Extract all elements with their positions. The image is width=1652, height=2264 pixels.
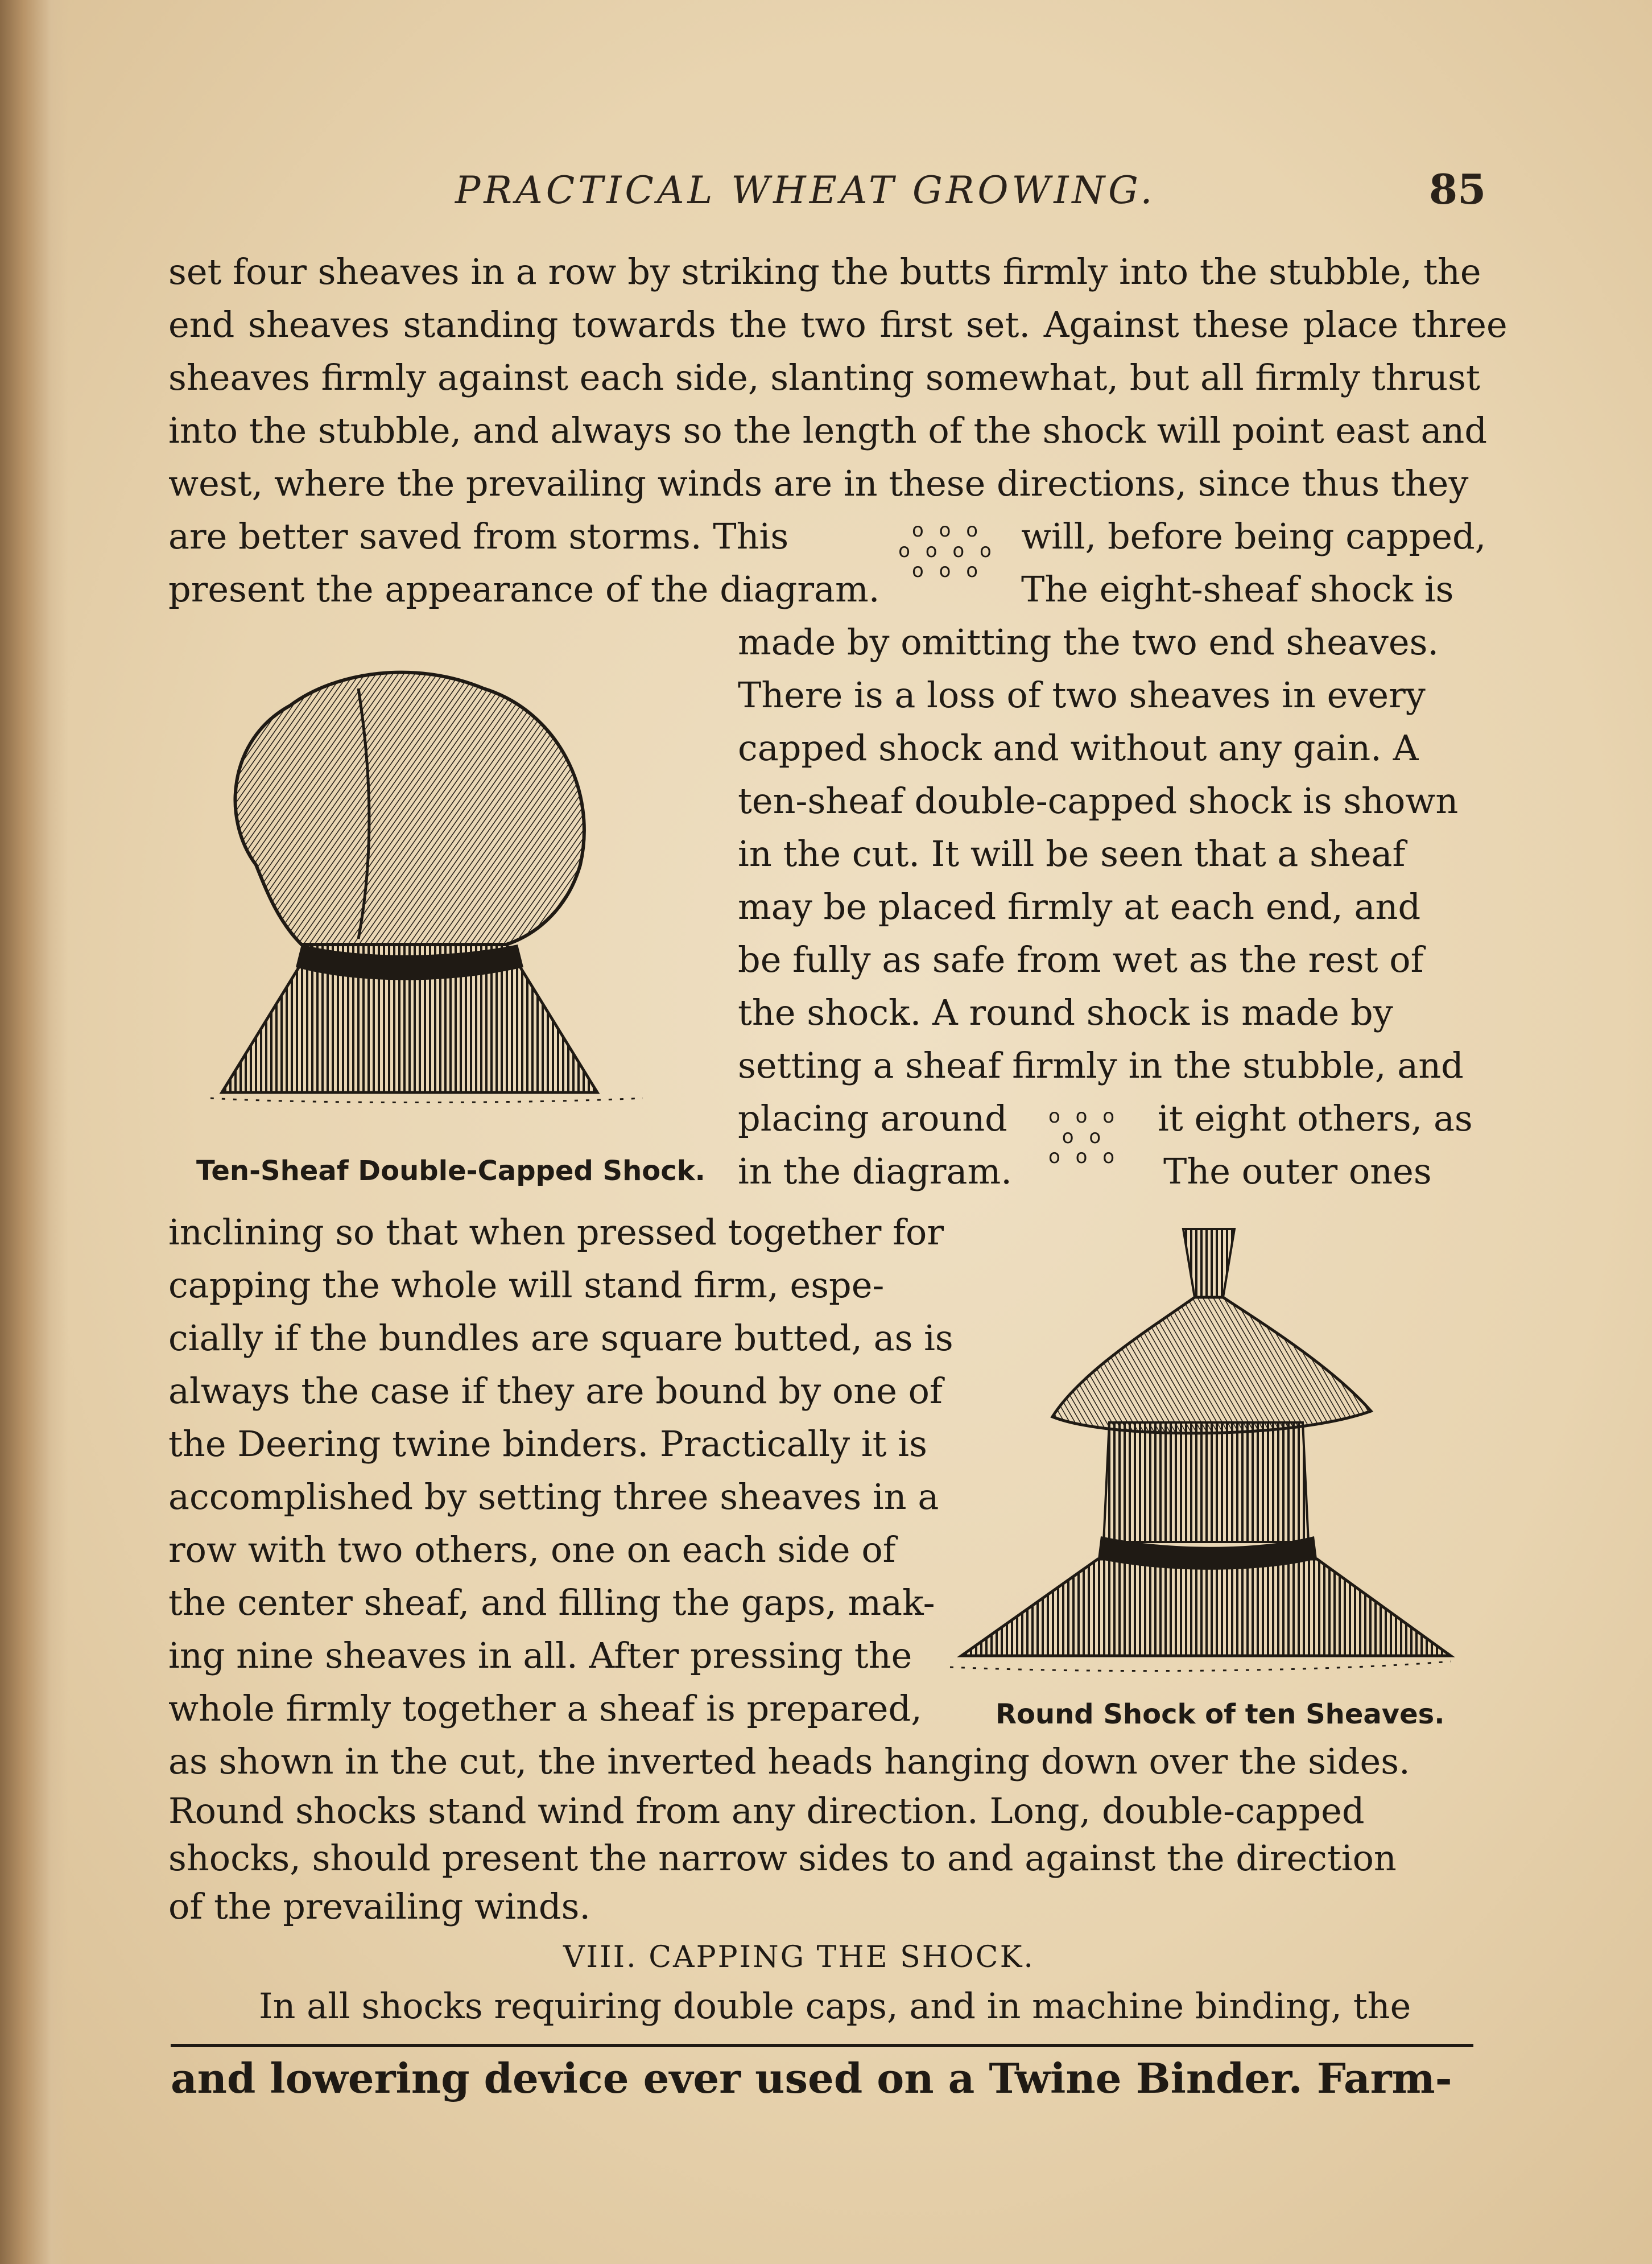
text-line: west, where the prevailing winds are in these directions, since thus they [168, 463, 1469, 504]
text-line: whole firmly together a sheaf is prepared, [168, 1688, 922, 1729]
text-line: accomplished by setting three sheaves in a [168, 1476, 939, 1517]
text-line: The outer ones [1163, 1150, 1432, 1192]
text-line: as shown in the cut, the inverted heads hanging down over the sides. [168, 1741, 1410, 1782]
text-line: be fully as safe from wet as the rest of [738, 939, 1424, 980]
text-line: ing nine sheaves in all. After pressing the [168, 1635, 912, 1676]
text-line: ten-sheaf double-capped shock is shown [738, 780, 1459, 822]
text-line: in the cut. It will be seen that a sheaf [738, 833, 1406, 875]
page-number: 85 [1429, 165, 1486, 213]
text-line: into the stubble, and always so the length of the shock will point east and [168, 410, 1488, 451]
ten-sheaf-shock-illustration [188, 649, 700, 1144]
round-shock-illustration [939, 1223, 1479, 1696]
text-line: in the diagram. [738, 1150, 1012, 1192]
sheaf-diagram-long: o o o o o o o o o o [898, 519, 996, 583]
sheaf-diagram-round: o o o o o o o o [1048, 1105, 1120, 1169]
advert-line: and lowering device ever used on a Twine Binder. Farm- [171, 2054, 1452, 2102]
text-line: may be placed firmly at each end, and [738, 886, 1421, 927]
text-line: shocks, should present the narrow sides to and against the direction [168, 1837, 1397, 1879]
text-line: will, before being capped, [1021, 516, 1486, 557]
text-line: cially if the bundles are square butted, as is [168, 1317, 953, 1359]
text-line: capping the whole will stand firm, espe- [168, 1264, 885, 1306]
running-title: PRACTICAL WHEAT GROWING. [455, 168, 1156, 212]
text-line: present the appearance of the diagram. [168, 568, 880, 610]
text-line: capped shock and without any gain. A [738, 727, 1419, 769]
text-line: row with two others, one on each side of [168, 1529, 896, 1570]
divider-rule [171, 2044, 1473, 2047]
text-line: are better saved from storms. This [168, 516, 789, 557]
figure2-caption: Round Shock of ten Sheaves. [996, 1698, 1445, 1730]
text-line: the center sheaf, and filling the gaps, mak- [168, 1582, 935, 1623]
text-line: setting a sheaf firmly in the stubble, and [738, 1045, 1464, 1086]
text-line: the Deering twine binders. Practically it is [168, 1423, 927, 1465]
text-line: always the case if they are bound by one of [168, 1370, 943, 1412]
text-line: The eight-sheaf shock is [1021, 568, 1454, 610]
page-gutter-shadow [0, 0, 68, 2264]
text-line: inclining so that when pressed together for [168, 1211, 944, 1253]
text-line: placing around [738, 1098, 1007, 1139]
section-heading: VIII. CAPPING THE SHOCK. [563, 1940, 1035, 1974]
figure1-caption: Ten-Sheaf Double-Capped Shock. [196, 1155, 705, 1187]
text-line: it eight others, as [1158, 1098, 1473, 1139]
text-line: of the prevailing winds. [168, 1886, 591, 1927]
text-line: the shock. A round shock is made by [738, 992, 1393, 1033]
text-line: sheaves firmly against each side, slanting somewhat, but all firmly thrust [168, 357, 1480, 398]
text-line: set four sheaves in a row by striking the butts firmly into the stubble, the [168, 251, 1481, 292]
text-line: There is a loss of two sheaves in every [738, 674, 1426, 716]
text-line: In all shocks requiring double caps, and in machine binding, the [259, 1985, 1411, 2027]
text-line: end sheaves standing towards the two first set. Against these place three [168, 304, 1508, 345]
text-line: made by omitting the two end sheaves. [738, 621, 1439, 663]
text-line: Round shocks stand wind from any direction. Long, double-capped [168, 1790, 1365, 1832]
